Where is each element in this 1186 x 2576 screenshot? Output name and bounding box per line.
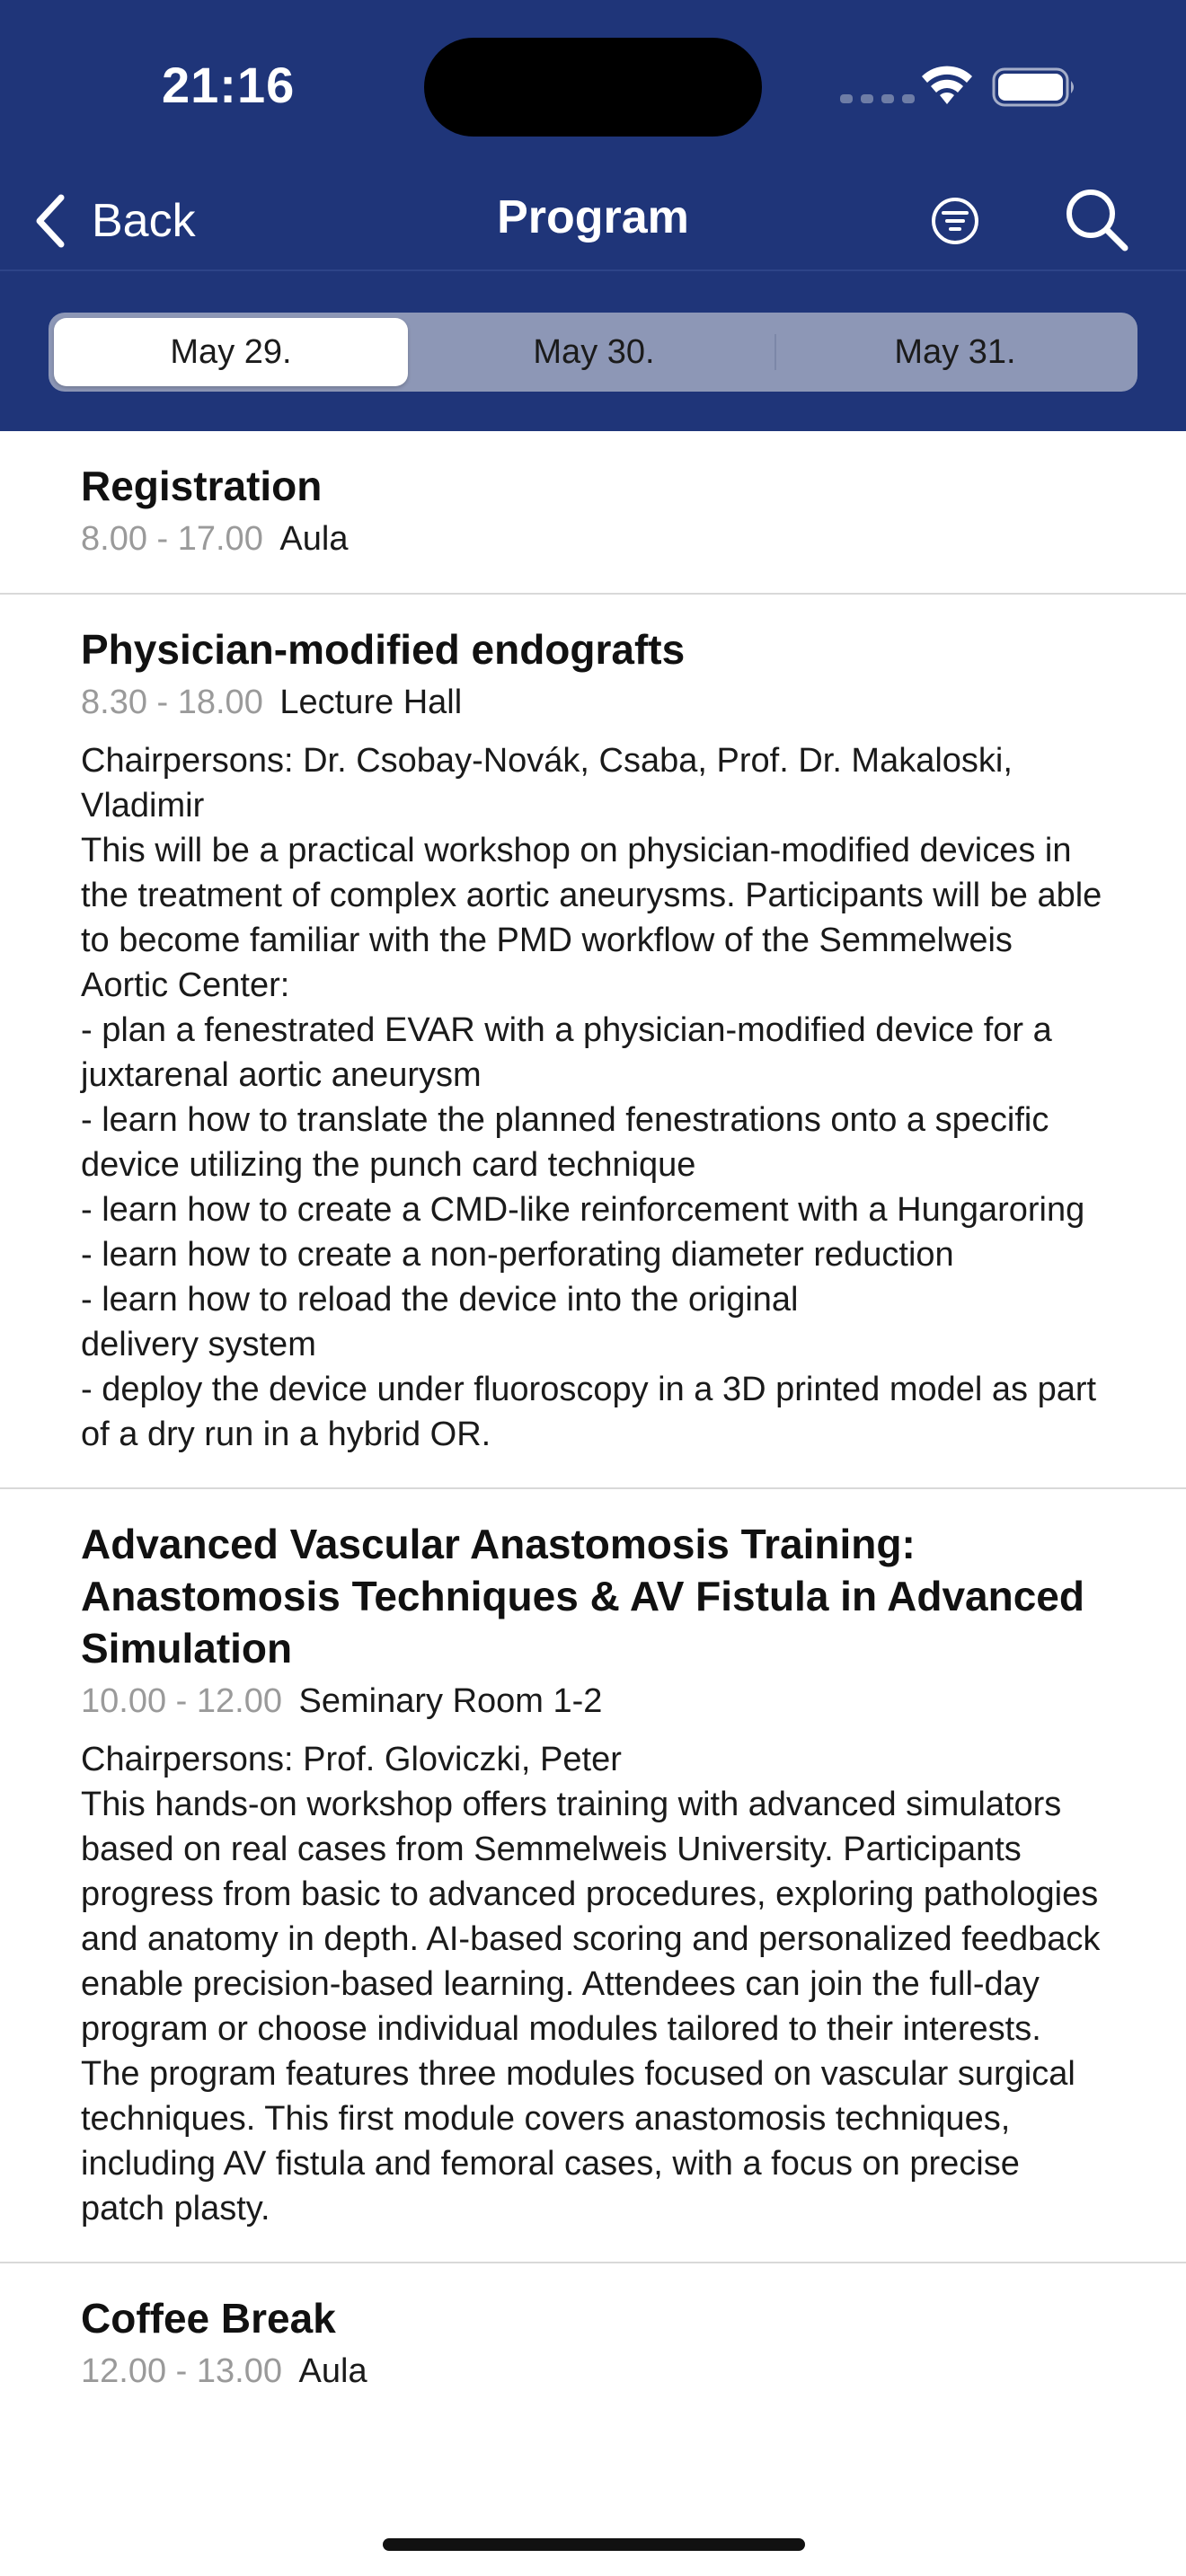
wifi-icon xyxy=(918,63,976,108)
program-item-time: 12.00 - 13.00 xyxy=(81,2352,282,2390)
program-item-description: This will be a practical workshop on physician-modified devices in the treatment of complex aortic aneurysms. Participants will be able to become familiar with the PMD workflow of the Semmelweis Aortic Center: - plan a fenestrated EVAR with a physician-modified device for a juxtarenal aortic aneurysm - learn how to translate the planned fenestrations onto a specific device utilizing the punch card technique - learn how to create a CMD-like reinforcement with a Hungaroring - learn how to create a non-perforating diameter reduction - learn how to reload the device into the original delivery system - deploy the device under fluoroscopy in a 3D printed model as part of a dry run in a hybrid OR. xyxy=(81,832,1102,1453)
cellular-signal-icon xyxy=(840,94,915,103)
home-indicator[interactable] xyxy=(383,2538,805,2551)
filter-icon[interactable] xyxy=(927,185,983,257)
program-item-room: Seminary Room 1-2 xyxy=(298,1682,603,1720)
page-title: Program xyxy=(497,191,689,243)
program-item-description: This hands-on workshop offers training with advanced simulators based on real cases from Semmelweis University. Participants progress from basic to advanced procedures, exploring pathologies and anatomy in depth. AI-based scoring and personalized feedback enable precision-based learning. Attendees can join the full-day program or choose individual modules tailored to their interests. The program features three modules focused on vascular surgical techniques. This first module covers anastomosis techniques, including AV fistula and femoral cases, with a focus on precise patch plasty. xyxy=(81,1786,1101,2228)
program-item-vascular-anastomosis[interactable] xyxy=(0,1489,1186,2263)
program-item-title: Coffee Break xyxy=(81,2295,336,2342)
program-item-meta xyxy=(81,1678,1105,1725)
navigation-bar xyxy=(0,171,1186,269)
tab-may-29[interactable]: May 29. xyxy=(54,318,408,386)
date-segmented-control xyxy=(49,313,1137,392)
program-item-room: Aula xyxy=(298,2352,367,2390)
program-item-time: 8.00 - 17.00 xyxy=(81,520,263,558)
dynamic-island xyxy=(424,38,762,137)
status-time: 21:16 xyxy=(162,57,296,113)
search-icon[interactable] xyxy=(1060,181,1132,257)
program-item-physician-modified-endografts[interactable] xyxy=(0,595,1186,1489)
program-list xyxy=(0,431,1186,2425)
tab-may-31[interactable]: May 31. xyxy=(894,332,1016,371)
battery-icon xyxy=(992,66,1078,108)
back-label: Back xyxy=(92,195,196,247)
program-item-title: Physician-modified endografts xyxy=(81,626,686,673)
program-item-coffee-break[interactable] xyxy=(0,2263,1186,2425)
header xyxy=(0,0,1186,431)
program-item-meta xyxy=(81,516,1105,562)
program-item-title: Advanced Vascular Anastomosis Training: Anastomosis Techniques & AV Fistula in Advanced Simulation xyxy=(81,1521,1084,1672)
status-bar xyxy=(0,0,1186,171)
segment-divider xyxy=(774,334,776,370)
program-item-registration[interactable] xyxy=(0,431,1186,595)
tab-may-30[interactable]: May 30. xyxy=(533,332,655,371)
program-item-time: 10.00 - 12.00 xyxy=(81,1682,282,1720)
program-item-room: Lecture Hall xyxy=(279,684,463,721)
program-item-chairpersons: Chairpersons: Dr. Csobay-Novák, Csaba, Prof. Dr. Makaloski, Vladimir xyxy=(81,742,1013,825)
program-item-meta xyxy=(81,2348,1105,2395)
program-item-chairpersons: Chairpersons: Prof. Gloviczki, Peter xyxy=(81,1741,622,1778)
program-item-title: Registration xyxy=(81,463,323,509)
program-item-room: Aula xyxy=(279,520,349,558)
program-item-time: 8.30 - 18.00 xyxy=(81,684,263,721)
program-item-meta xyxy=(81,679,1105,726)
nav-divider xyxy=(0,269,1186,271)
